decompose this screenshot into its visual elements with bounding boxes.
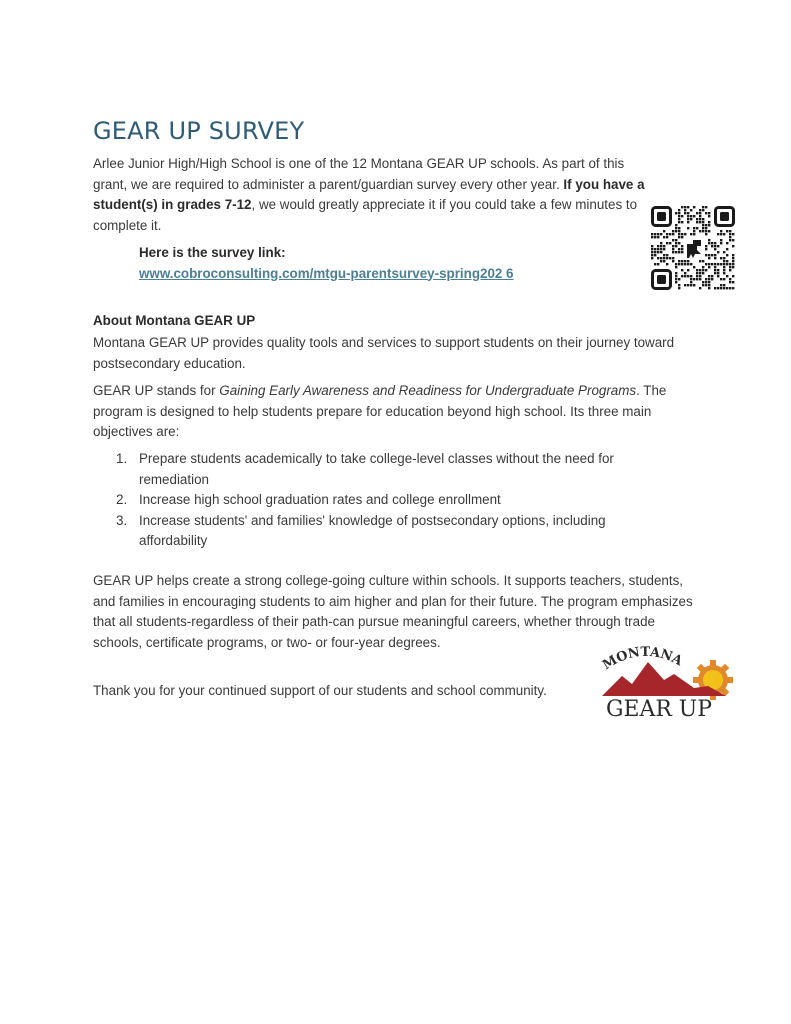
intro-text-2: , we would greatly appreciate it if you could take a few minutes to complete it. (93, 197, 638, 233)
thanks-paragraph: Thank you for your continued support of our students and school community. (93, 683, 547, 698)
definition-suffix: . The program is designed to help students prepare for education beyond high school. Its three main objectives are: (93, 383, 667, 439)
intro-paragraph (93, 154, 653, 236)
about-heading: About Montana GEAR UP (93, 313, 256, 328)
intro-bold-text: If you have a student(s) in grades 7-12 (93, 176, 645, 212)
definition-prefix: GEAR UP stands for (93, 383, 220, 398)
page-title: GEAR UP SURVEY (93, 117, 305, 145)
survey-link[interactable]: www.cobroconsulting.com/mtgu-parentsurvey-spring202 6 (139, 265, 514, 281)
list-item-text: Increase high school graduation rates and college enrollment (139, 492, 501, 507)
definition-italic: Gaining Early Awareness and Readiness for Undergraduate Programs (219, 383, 637, 398)
list-item (93, 490, 663, 511)
list-item (93, 511, 663, 552)
list-item-number: 3. (116, 512, 128, 528)
survey-qr-code[interactable] (651, 206, 735, 290)
montana-gear-up-logo (598, 640, 740, 720)
survey-link-label: Here is the survey link: (139, 245, 286, 260)
list-item-text: Prepare students academically to take college-level classes without the need for remediation (139, 451, 614, 487)
gear-up-definition-paragraph (93, 381, 703, 443)
list-item-number: 2. (116, 492, 128, 507)
logo-top-text: MONTANA (600, 644, 685, 674)
logo-bottom-text: GEAR UP (606, 697, 713, 720)
culture-paragraph: GEAR UP helps create a strong college-going culture within schools. It supports teachers, students, and families in encouraging students to aim higher and plan for their future. The program emphasizes that all students-regardless of their path-can pursue meaningful careers, whether through trade schools, certificate programs, or two- or four-year degrees. (93, 573, 693, 650)
list-item (93, 449, 663, 490)
list-item-text: Increase students' and families' knowledge of postsecondary options, including affordability (139, 512, 606, 548)
about-paragraph: Montana GEAR UP provides quality tools and services to support students on their journey toward postsecondary education. (93, 335, 675, 371)
list-item-number: 1. (116, 451, 128, 466)
intro-text-1: Arlee Junior High/High School is one of the 12 Montana GEAR UP schools. As part of this grant, we are required to administer a parent/guardian survey every other year. (93, 156, 625, 192)
survey-link-block (139, 243, 514, 284)
objectives-list (93, 449, 663, 552)
